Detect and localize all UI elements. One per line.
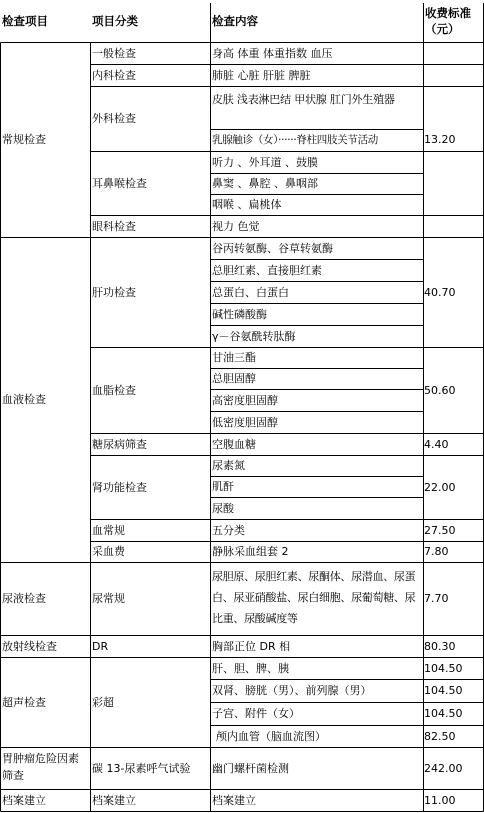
fee-cell: 80.30 bbox=[424, 639, 456, 653]
header-content: 检查内容 bbox=[212, 13, 258, 28]
category-cell: 尿液检查 bbox=[2, 592, 46, 605]
content-cell: 总胆固醇 bbox=[212, 372, 256, 385]
item-class-cell: 血脂检查 bbox=[92, 383, 136, 397]
content-cell: 听力 、外耳道 、鼓膜 bbox=[212, 155, 318, 169]
content-cell: 乳腺触诊（女）······脊柱四肢关节活动 bbox=[212, 133, 378, 146]
item-class-cell: 尿常规 bbox=[92, 592, 125, 605]
header-item-class: 项目分类 bbox=[92, 13, 138, 28]
content-cell: 幽门螺杆菌检测 bbox=[212, 761, 289, 775]
fee-cell: 7.70 bbox=[424, 592, 449, 605]
fee-cell: 104.50 bbox=[424, 707, 463, 720]
content-cell: 肝、胆、脾、胰 bbox=[212, 661, 289, 675]
content-cell: 视力 色觉 bbox=[212, 219, 260, 233]
fee-cell: 104.50 bbox=[424, 661, 463, 675]
content-cell: 身高 体重 体重指数 血压 bbox=[212, 46, 333, 60]
fee-cell: 22.00 bbox=[424, 480, 456, 494]
content-cell: 鼻窦 、鼻腔 、鼻咽部 bbox=[212, 177, 318, 190]
content-cell: 皮肤 浅表淋巴结 甲状腺 肛门外生殖器 bbox=[212, 93, 395, 106]
category-cell: 超声检查 bbox=[2, 695, 46, 709]
content-cell: 低密度胆固醇 bbox=[212, 415, 278, 429]
content-cell: 肺脏 心脏 肝脏 脾脏 bbox=[212, 68, 311, 82]
header-fee: 收费标准（元） bbox=[425, 6, 471, 36]
fee-cell: 11.00 bbox=[424, 793, 456, 807]
category-cell: 血液检查 bbox=[2, 393, 46, 406]
content-cell: 尿酸 bbox=[212, 501, 234, 515]
content-cell: 五分类 bbox=[212, 523, 245, 537]
fee-cell: 104.50 bbox=[424, 684, 463, 697]
item-class-cell: DR bbox=[92, 639, 109, 653]
category-cell: 档案建立 bbox=[2, 793, 46, 807]
fee-cell: 40.70 bbox=[424, 285, 456, 299]
content-cell: 碱性磷酸酶 bbox=[212, 307, 267, 321]
fee-cell: 4.40 bbox=[424, 437, 449, 451]
item-class-cell: 一般检查 bbox=[92, 46, 136, 60]
fee-cell: 7.80 bbox=[424, 545, 449, 558]
item-class-cell: 内科检查 bbox=[92, 68, 136, 82]
category-cell: 放射线检查 bbox=[2, 639, 57, 653]
content-cell: 空腹血糖 bbox=[212, 437, 256, 451]
item-class-cell: 外科检查 bbox=[92, 112, 136, 125]
content-cell: 档案建立 bbox=[212, 793, 256, 807]
item-class-cell: 耳鼻喉检查 bbox=[92, 176, 147, 190]
item-class-cell: 血常规 bbox=[92, 523, 125, 537]
header-category: 检查项目 bbox=[2, 13, 48, 28]
content-cell: 胸部正位 DR 相 bbox=[212, 639, 291, 653]
content-cell: 高密度胆固醇 bbox=[212, 393, 278, 407]
content-cell: 尿素氮 bbox=[212, 459, 245, 472]
category-cell: 胃肿瘤危险因素筛查 bbox=[2, 752, 79, 782]
content-cell: γ－谷氨酰转肽酶 bbox=[212, 329, 296, 343]
content-cell: 甘油三酯 bbox=[212, 351, 256, 364]
content-cell: 总蛋白、白蛋白 bbox=[212, 285, 289, 299]
category-cell: 常规检查 bbox=[2, 133, 46, 146]
item-class-cell: 糖尿病筛查 bbox=[92, 437, 147, 451]
content-cell: 颅内血管（脑血流图） bbox=[216, 729, 326, 743]
fee-cell: 50.60 bbox=[424, 383, 456, 397]
item-class-cell: 档案建立 bbox=[92, 793, 136, 807]
item-class-cell: 肝功检查 bbox=[92, 285, 136, 299]
content-cell: 双肾、膀胱（男）、前列腺（男） bbox=[212, 684, 372, 697]
item-class-cell: 采血费 bbox=[92, 545, 125, 558]
content-cell: 咽喉 、扁桃体 bbox=[212, 198, 282, 211]
content-cell: 尿胆原、尿胆红素、尿酮体、尿潜血、尿蛋白、尿亚硝酸盐、尿白细胞、尿葡萄糖、尿比重、尿酸碱度等 bbox=[212, 570, 416, 625]
item-class-cell: 眼科检查 bbox=[92, 219, 136, 233]
fee-cell: 13.20 bbox=[424, 133, 456, 146]
content-cell: 肌酐 bbox=[212, 480, 234, 493]
content-cell: 静脉采血组套 2 bbox=[212, 545, 289, 558]
fee-cell: 242.00 bbox=[424, 761, 463, 775]
item-class-cell: 肾功能检查 bbox=[92, 480, 147, 494]
fee-cell: 82.50 bbox=[424, 729, 456, 743]
content-cell: 谷丙转氨酶、谷草转氨酶 bbox=[212, 241, 333, 255]
content-cell: 总胆红素、直接胆红素 bbox=[212, 263, 322, 277]
content-cell: 子宫、附件（女） bbox=[212, 707, 300, 720]
item-class-cell: 碳 13-尿素呼气试验 bbox=[92, 761, 191, 775]
fee-cell: 27.50 bbox=[424, 523, 456, 537]
item-class-cell: 彩超 bbox=[92, 695, 114, 709]
